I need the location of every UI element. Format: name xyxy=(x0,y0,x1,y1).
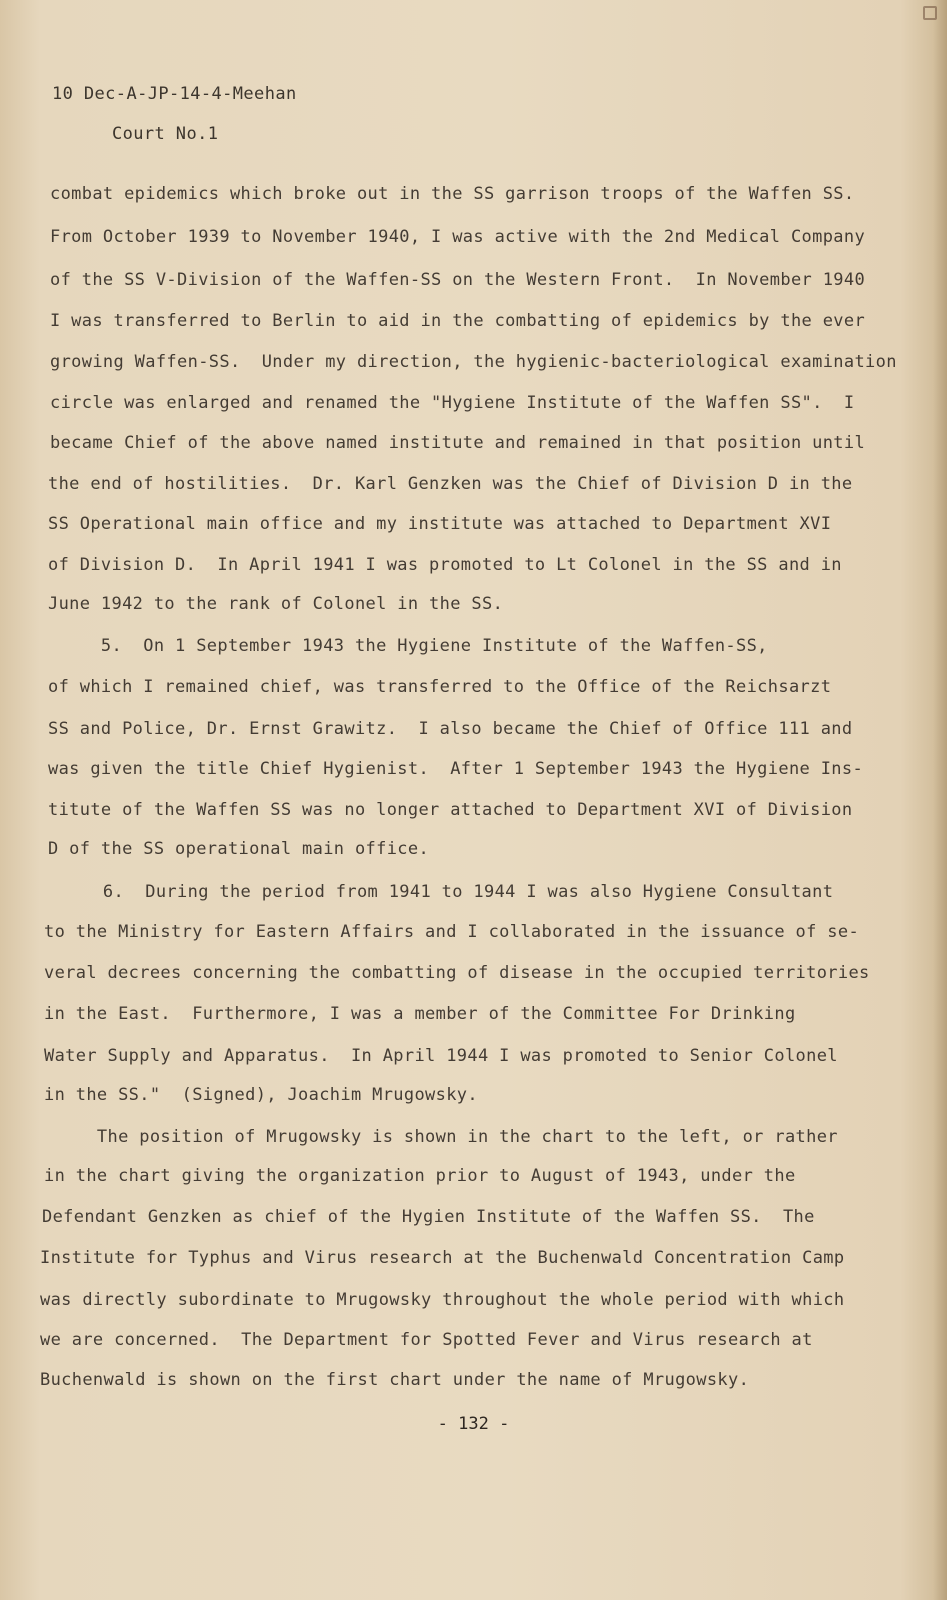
body-line: was given the title Chief Hygienist. After 1 September 1943 the Hygiene Ins- xyxy=(48,759,864,779)
body-line: of Division D. In April 1941 I was promoted to Lt Colonel in the SS and in xyxy=(48,555,842,575)
body-line: Defendant Genzken as chief of the Hygien Institute of the Waffen SS. The xyxy=(42,1207,815,1227)
body-line: titute of the Waffen SS was no longer attached to Department XVI of Division xyxy=(48,800,853,820)
body-line: in the SS." (Signed), Joachim Mrugowsky. xyxy=(44,1085,478,1105)
body-line: the end of hostilities. Dr. Karl Genzken was the Chief of Division D in the xyxy=(48,474,853,494)
body-line: From October 1939 to November 1940, I was active with the 2nd Medical Company xyxy=(50,227,866,247)
body-line: circle was enlarged and renamed the "Hygiene Institute of the Waffen SS". I xyxy=(50,393,855,413)
body-line: The position of Mrugowsky is shown in the chart to the left, or rather xyxy=(44,1127,838,1147)
body-line: SS and Police, Dr. Ernst Grawitz. I also became the Chief of Office 111 and xyxy=(48,719,853,739)
body-line: 5. On 1 September 1943 the Hygiene Institute of the Waffen-SS, xyxy=(48,636,768,656)
body-line: we are concerned. The Department for Spotted Fever and Virus research at xyxy=(40,1330,813,1350)
body-line: Buchenwald is shown on the first chart under the name of Mrugowsky. xyxy=(40,1370,750,1390)
body-line: in the East. Furthermore, I was a member of the Committee For Drinking xyxy=(44,1004,796,1024)
body-line: was directly subordinate to Mrugowsky throughout the whole period with which xyxy=(40,1290,845,1310)
body-line: SS Operational main office and my institute was attached to Department XVI xyxy=(48,514,832,534)
page-edge-shadow xyxy=(933,0,947,1600)
body-line: to the Ministry for Eastern Affairs and I collaborated in the issuance of se- xyxy=(44,922,860,942)
body-line: Institute for Typhus and Virus research at the Buchenwald Concentration Camp xyxy=(40,1248,845,1268)
body-line: 6. During the period from 1941 to 1944 I was also Hygiene Consultant xyxy=(50,882,834,902)
page-number: - 132 - xyxy=(437,1414,510,1434)
body-line: I was transferred to Berlin to aid in the combatting of epidemics by the ever xyxy=(50,311,866,331)
body-line: of which I remained chief, was transferred to the Office of the Reichsarzt xyxy=(48,677,832,697)
body-line: of the SS V-Division of the Waffen-SS on the Western Front. In November 1940 xyxy=(50,270,866,290)
body-line: June 1942 to the rank of Colonel in the SS. xyxy=(48,594,504,614)
body-line: growing Waffen-SS. Under my direction, the hygienic-bacteriological examination xyxy=(50,352,897,372)
body-line: in the chart giving the organization prior to August of 1943, under the xyxy=(44,1166,796,1186)
body-line: veral decrees concerning the combatting of disease in the occupied territories xyxy=(44,963,870,983)
document-reference: 10 Dec-A-JP-14-4-Meehan xyxy=(52,84,297,104)
court-number: Court No.1 xyxy=(112,124,219,144)
body-line: became Chief of the above named institute and remained in that position until xyxy=(50,433,866,453)
body-line: Water Supply and Apparatus. In April 1944 I was promoted to Senior Colonel xyxy=(44,1046,838,1066)
body-line: combat epidemics which broke out in the SS garrison troops of the Waffen SS. xyxy=(50,184,855,204)
body-line: D of the SS operational main office. xyxy=(48,839,430,859)
corner-mark xyxy=(923,6,937,20)
